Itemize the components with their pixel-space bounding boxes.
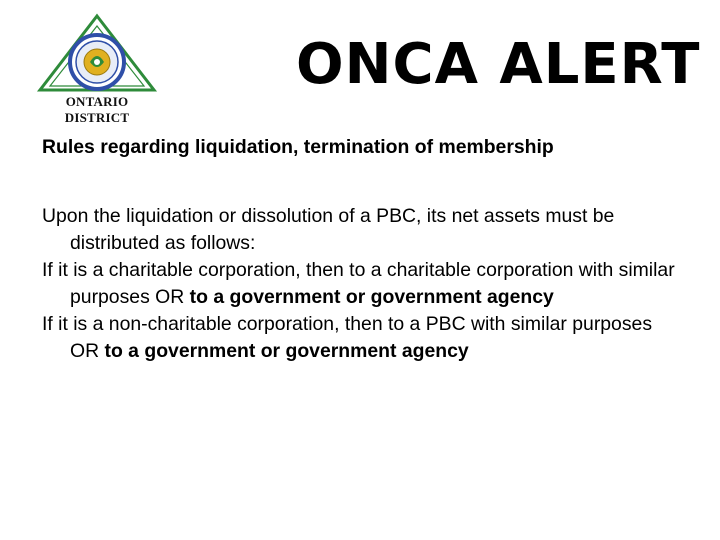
paragraph-non-charitable xyxy=(42,311,682,365)
logo-caption: ONTARIO DISTRICT xyxy=(64,94,130,125)
paragraph-liquidation xyxy=(42,203,682,257)
slide-body xyxy=(42,203,682,365)
page-title: ONCA ALERT xyxy=(296,32,701,97)
slide-subtitle: Rules regarding liquidation, termination of membership xyxy=(42,136,554,158)
paragraph-text: Upon the liquidation or dissolution of a PBC, its net assets must be distributed as follows: xyxy=(42,205,615,254)
paragraph-text: If it is a non-charitable corporation, then to a PBC with similar purposes OR xyxy=(42,313,653,362)
paragraph-charitable xyxy=(42,257,682,311)
paragraph-text: If it is a charitable corporation, then to a charitable corporation with similar purposes OR xyxy=(42,259,675,308)
paragraph-emphasis: to a government or government agency xyxy=(104,340,469,362)
ontario-district-logo xyxy=(36,12,158,125)
paragraph-emphasis: to a government or government agency xyxy=(189,286,554,308)
